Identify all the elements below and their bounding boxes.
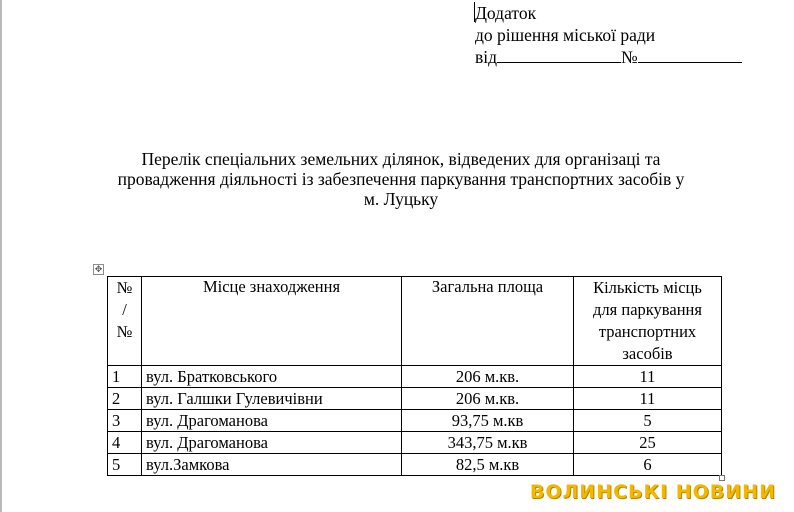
row-location: вул. Драгоманова — [142, 432, 402, 454]
header-area: Загальна площа — [402, 277, 574, 366]
row-number: 3 — [108, 410, 142, 432]
header-parking-spaces: Кількість місць для паркування транспортних засобів — [574, 277, 722, 366]
table-row — [108, 432, 722, 454]
document-left-edge — [0, 0, 2, 512]
row-location: вул. Братковського — [142, 366, 402, 388]
row-parking-spaces: 6 — [574, 454, 722, 476]
row-area: 206 м.кв. — [402, 388, 574, 410]
row-parking-spaces: 25 — [574, 432, 722, 454]
date-number-line — [475, 46, 742, 68]
decision-label: до рішення міської ради — [475, 25, 656, 45]
table-header-row — [108, 277, 722, 366]
row-area: 93,75 м.кв — [402, 410, 574, 432]
row-location: вул. Драгоманова — [142, 410, 402, 432]
document-title: Перелік спеціальних земельних ділянок, відведених для організаці та провадження діяльності із забезпечення паркування транспортних засобів у м. Луцьку — [117, 149, 685, 209]
appendix-label: Додаток — [475, 3, 537, 23]
row-parking-spaces: 5 — [574, 410, 722, 432]
row-number: 4 — [108, 432, 142, 454]
row-area: 343,75 м.кв — [402, 432, 574, 454]
date-blank — [497, 46, 621, 63]
row-parking-spaces: 11 — [574, 388, 722, 410]
row-area: 82,5 м.кв — [402, 454, 574, 476]
row-area: 206 м.кв. — [402, 366, 574, 388]
table-row — [108, 454, 722, 476]
row-number: 1 — [108, 366, 142, 388]
row-number: 5 — [108, 454, 142, 476]
row-location: вул. Галшки Гулевичівни — [142, 388, 402, 410]
header-location: Місце знаходження — [142, 277, 402, 366]
table-row — [108, 388, 722, 410]
news-watermark: ВОЛИНСЬКІ НОВИНИ — [529, 481, 776, 503]
parking-table — [107, 276, 722, 476]
table-row — [108, 366, 722, 388]
row-number: 2 — [108, 388, 142, 410]
from-label: від — [475, 47, 498, 67]
header-number: № / № — [108, 277, 142, 366]
number-blank — [638, 46, 742, 63]
row-location: вул.Замкова — [142, 454, 402, 476]
move-icon[interactable]: ✥ — [94, 265, 103, 275]
appendix-header — [475, 2, 742, 68]
row-parking-spaces: 11 — [574, 366, 722, 388]
table-row — [108, 410, 722, 432]
number-label: № — [621, 47, 638, 67]
